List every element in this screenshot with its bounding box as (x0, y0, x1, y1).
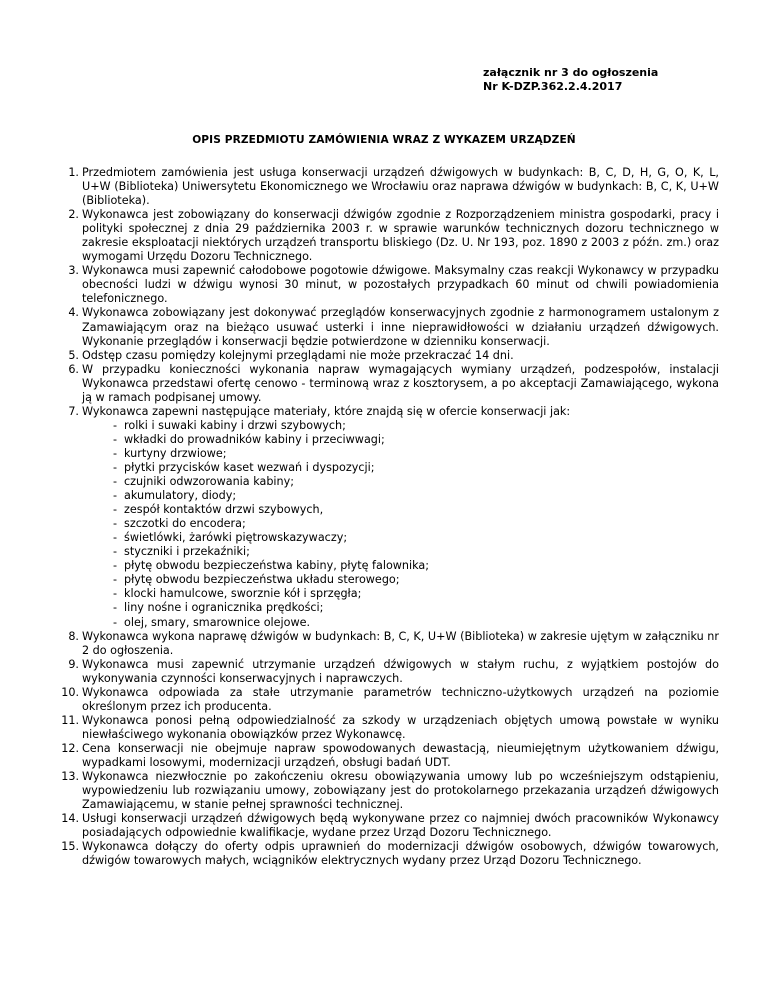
material-text: liny nośne i ogranicznika prędkości; (124, 601, 324, 615)
list-item (47, 770, 719, 812)
list-item (47, 686, 719, 714)
item-number: 3. (68, 264, 79, 278)
item-text: Wykonawca wykona naprawę dźwigów w budynkach: B, C, K, U+W (Biblioteka) w zakresie ujętym w załączniku nr 2 do ogłoszenia. (82, 629, 719, 657)
item-number: 7. (68, 404, 79, 418)
material-item (47, 489, 719, 503)
document-title: OPIS PRZEDMIOTU ZAMÓWIENIA WRAZ Z WYKAZEM URZĄDZEŃ (192, 134, 576, 146)
material-text: zespół kontaktów drzwi szybowych, (124, 503, 324, 517)
material-item (47, 531, 719, 545)
item-number: 13. (61, 770, 79, 784)
material-item (47, 545, 719, 559)
item-number: 1. (68, 166, 79, 179)
item-number: 15. (61, 840, 79, 854)
item-number: 12. (61, 741, 79, 755)
reference-number: Nr K-DZP.362.2.4.2017 (483, 80, 623, 93)
list-item (47, 405, 719, 419)
list-item (47, 363, 719, 405)
dash-bullet: - (113, 531, 118, 545)
dash-bullet: - (113, 545, 118, 559)
dash-bullet: - (113, 489, 118, 503)
material-item (47, 573, 719, 587)
item-text: Wykonawca jest zobowiązany do konserwacji dźwigów zgodnie z Rozporządzeniem ministra gospodarki, pracy i polityki społecznej z dnia 29 października 2003 r. w sprawie warunków technicznych dozoru technicznego w zakresie eksploatacji niektórych urządzeń transportu bliskiego (Dz. U. Nr 193, poz. 1890 z 2003 z późn. zm.) oraz wymogami Urzędu Dozoru Technicznego. (82, 208, 719, 264)
list-item (47, 812, 719, 840)
material-text: czujniki odwzorowania kabiny; (124, 475, 295, 489)
list-item (47, 264, 719, 306)
document-body (47, 166, 719, 868)
item-text: Przedmiotem zamówienia jest usługa konserwacji urządzeń dźwigowych w budynkach: B, C, D, H, G, O, K, L, U+W (Biblioteka) Uniwersytetu Ekonomicznego we Wrocławiu oraz naprawa dźwigów w budynkach: B, C, K, U+W (Biblioteka). (82, 166, 719, 208)
item-number: 11. (61, 713, 79, 727)
item-text: Wykonawca dołączy do oferty odpis uprawnień do modernizacji dźwigów osobowych, dźwigów towarowych, dźwigów towarowych małych, wciągników elektrycznych wydany przez Urząd Dozoru Technicznego. (82, 840, 719, 868)
dash-bullet: - (113, 460, 118, 474)
list-item (47, 349, 719, 363)
list-item (47, 166, 719, 208)
item-number: 14. (61, 812, 79, 826)
material-text: płytę obwodu bezpieczeństwa kabiny, płytę falownika; (124, 559, 430, 573)
material-text: akumulatory, diody; (124, 489, 237, 503)
item-text: Wykonawca zobowiązany jest dokonywać przeglądów konserwacyjnych zgodnie z harmonogramem ustalonym z Zamawiającym oraz na bieżąco usuwać usterki i inne nieprawidłowości w działaniu urządzeń dźwigowych. Wykonanie przeglądów i konserwacji będzie potwierdzone w dzienniku konserwacji. (82, 306, 719, 348)
dash-bullet: - (113, 615, 118, 629)
material-text: kurtyny drzwiowe; (124, 446, 227, 460)
dash-bullet: - (113, 503, 118, 517)
material-item (47, 517, 719, 531)
material-item (47, 559, 719, 573)
material-text: płytę obwodu bezpieczeństwa układu sterowego; (124, 573, 400, 587)
item-text: Odstęp czasu pomiędzy kolejnymi przeglądami nie może przekraczać 14 dni. (82, 348, 514, 362)
material-item (47, 419, 719, 433)
item-text: Wykonawca ponosi pełną odpowiedzialność za szkody w urządzeniach objętych umową powstałe w wyniku niewłaściwego wykonania obowiązków przez Wykonawcę. (82, 713, 719, 741)
material-item (47, 601, 719, 615)
material-item (47, 447, 719, 461)
item-text: Wykonawca musi zapewnić całodobowe pogotowie dźwigowe. Maksymalny czas reakcji Wykonawcy w przypadku obecności ludzi w dźwigu wynosi 30 minut, w pozostałych przypadkach 60 minut od chwili powiadomienia telefonicznego. (82, 264, 719, 306)
material-item (47, 461, 719, 475)
material-item (47, 587, 719, 601)
material-text: klocki hamulcowe, sworznie kół i sprzęgła; (124, 587, 362, 601)
item-number: 5. (68, 348, 79, 362)
dash-bullet: - (113, 601, 118, 615)
document-header (483, 66, 658, 94)
material-item (47, 616, 719, 630)
item-number: 10. (61, 685, 79, 699)
material-text: wkładki do prowadników kabiny i przeciwwagi; (124, 432, 385, 446)
materials-list (47, 419, 719, 630)
dash-bullet: - (113, 432, 118, 446)
material-text: szczotki do encodera; (124, 517, 246, 531)
material-item (47, 475, 719, 489)
list-item (47, 714, 719, 742)
material-item (47, 433, 719, 447)
list-item (47, 840, 719, 868)
material-item (47, 503, 719, 517)
material-text: olej, smary, smarownice olejowe. (124, 615, 311, 629)
item-number: 4. (68, 306, 79, 320)
material-text: styczniki i przekaźniki; (124, 545, 250, 559)
dash-bullet: - (113, 517, 118, 531)
list-item (47, 658, 719, 686)
item-text: Wykonawca odpowiada za stałe utrzymanie parametrów techniczno-użytkowych urządzeń na poziomie określonym przez ich producenta. (82, 685, 719, 713)
list-item (47, 630, 719, 658)
attachment-label: załącznik nr 3 do ogłoszenia (483, 66, 659, 79)
list-item (47, 306, 719, 348)
material-text: rolki i suwaki kabiny i drzwi szybowych; (124, 418, 346, 432)
item-text: Wykonawca niezwłocznie po zakończeniu okresu obowiązywania umowy lub po wcześniejszym odstąpieniu, wypowiedzeniu lub rozwiązaniu umowy, zobowiązany jest do protokolarnego przekazania urządzeń dźwigowych Zamawiającemu, w stanie pełnej sprawności technicznej. (82, 770, 719, 812)
item-number: 9. (68, 657, 79, 671)
material-text: płytki przycisków kaset wezwań i dyspozycji; (124, 460, 375, 474)
item-text: Cena konserwacji nie obejmuje napraw spowodowanych dewastacją, nieumiejętnym użytkowaniem dźwigu, wypadkami losowymi, modernizacji urządzeń, obsługi badań UDT. (82, 741, 719, 769)
item-text: Wykonawca zapewni następujące materiały, które znajdą się w ofercie konserwacji jak: (82, 404, 571, 418)
dash-bullet: - (113, 573, 118, 587)
item-text: W przypadku konieczności wykonania napraw wymagających wymiany urządzeń, podzespołów, instalacji Wykonawca przedstawi ofertę cenowo - terminową wraz z kosztorysem, a po akceptacji Zamawiającego, wykona ją w ramach podpisanej umowy. (82, 362, 719, 404)
item-number: 2. (68, 208, 79, 222)
dash-bullet: - (113, 418, 118, 432)
item-number: 8. (68, 629, 79, 643)
item-text: Usługi konserwacji urządzeń dźwigowych będą wykonywane przez co najmniej dwóch pracowników Wykonawcy posiadających odpowiednie kwalifikacje, wydane przez Urząd Dozoru Technicznego. (82, 812, 719, 840)
list-item (47, 742, 719, 770)
dash-bullet: - (113, 587, 118, 601)
dash-bullet: - (113, 446, 118, 460)
list-item (47, 208, 719, 264)
dash-bullet: - (113, 475, 118, 489)
item-text: Wykonawca musi zapewnić utrzymanie urządzeń dźwigowych w stałym ruchu, z wyjątkiem postojów do wykonywania czynności konserwacyjnych i naprawczych. (82, 657, 719, 685)
dash-bullet: - (113, 559, 118, 573)
item-number: 6. (68, 362, 79, 376)
material-text: świetlówki, żarówki piętrowskazywaczy; (124, 531, 348, 545)
